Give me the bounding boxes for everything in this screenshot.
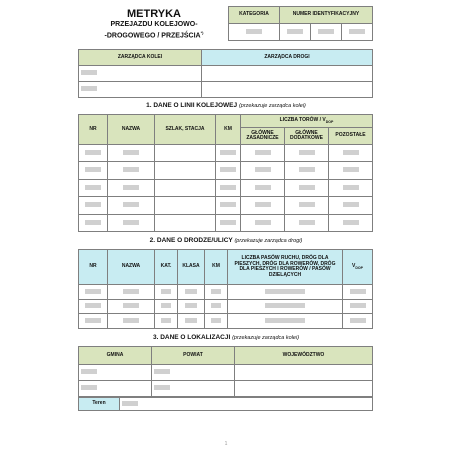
redacted-value bbox=[211, 318, 221, 323]
table-row[interactable] bbox=[79, 162, 373, 179]
page-number: 1 bbox=[224, 441, 228, 447]
redacted-value bbox=[255, 185, 271, 190]
table-row[interactable] bbox=[79, 381, 373, 397]
redacted-value bbox=[161, 303, 171, 308]
redacted-value bbox=[343, 220, 359, 225]
redacted-value bbox=[85, 318, 101, 323]
table-row[interactable] bbox=[79, 314, 373, 329]
redacted-value bbox=[123, 150, 139, 155]
redacted-value bbox=[343, 202, 359, 207]
col-main-tracks: GŁÓWNE ZASADNICZE bbox=[241, 128, 285, 145]
redacted-value bbox=[255, 220, 271, 225]
redacted-value bbox=[211, 289, 221, 294]
terrain-label: Teren bbox=[79, 398, 120, 411]
section-1-heading: 1. DANE O LINII KOLEJOWEJ bbox=[146, 102, 238, 109]
subtitle-text: -DROGOWEGO / PRZEJŚCIA bbox=[104, 32, 201, 40]
col-v bbox=[343, 250, 373, 285]
section-1-note: (przekazuje zarządca kolei) bbox=[238, 103, 306, 109]
id-number-cell-2[interactable] bbox=[311, 24, 342, 41]
redacted-value bbox=[185, 303, 197, 308]
redacted-value bbox=[123, 289, 139, 294]
redacted-value bbox=[343, 150, 359, 155]
redacted-value bbox=[246, 29, 262, 34]
col-km: KM bbox=[205, 250, 228, 285]
section-2-title bbox=[0, 237, 452, 244]
rail-admin-cell[interactable] bbox=[79, 66, 202, 82]
table-row[interactable] bbox=[79, 145, 373, 162]
redacted-value bbox=[123, 220, 139, 225]
redacted-value bbox=[154, 385, 170, 390]
col-name: NAZWA bbox=[108, 250, 155, 285]
location-table bbox=[78, 346, 373, 397]
redacted-value bbox=[299, 185, 315, 190]
section-2-note: (przekazuje zarządca drogi) bbox=[234, 238, 303, 244]
road-table bbox=[78, 249, 373, 329]
section-3-note: (przekazuje zarządca kolei) bbox=[232, 335, 300, 341]
table-row[interactable] bbox=[79, 365, 373, 381]
redacted-value bbox=[81, 385, 97, 390]
redacted-value bbox=[211, 303, 221, 308]
document-subtitle-line2 bbox=[84, 30, 224, 39]
redacted-value bbox=[85, 167, 101, 172]
redacted-value bbox=[350, 318, 366, 323]
redacted-value bbox=[123, 318, 139, 323]
redacted-value bbox=[81, 70, 97, 75]
col-name: NAZWA bbox=[108, 115, 155, 145]
redacted-value bbox=[255, 202, 271, 207]
redacted-value bbox=[265, 289, 305, 294]
redacted-value bbox=[220, 220, 236, 225]
redacted-value bbox=[185, 289, 197, 294]
table-row[interactable] bbox=[79, 214, 373, 231]
rail-admin-cell[interactable] bbox=[79, 82, 202, 98]
redacted-value bbox=[255, 167, 271, 172]
redacted-value bbox=[349, 29, 365, 34]
col-lanes: LICZBA PASÓW RUCHU, DRÓG DLA PIESZYCH, DRÓG DLA ROWERÓW, DRÓG DLA PIESZYCH I ROWERÓW / PASÓW DZIELĄCYCH bbox=[228, 250, 343, 285]
table-row[interactable] bbox=[79, 299, 373, 314]
redacted-value bbox=[255, 150, 271, 155]
document-subtitle-line1: PRZEJAZDU KOLEJOWO- bbox=[110, 21, 198, 28]
administrators-table bbox=[78, 49, 373, 98]
col-nr: NR bbox=[79, 250, 108, 285]
redacted-value bbox=[220, 167, 236, 172]
col-route: SZLAK, STACJA bbox=[155, 115, 216, 145]
col-category: KAT. bbox=[155, 250, 178, 285]
category-header: KATEGORIA bbox=[229, 7, 280, 24]
redacted-value bbox=[299, 150, 315, 155]
redacted-value bbox=[123, 167, 139, 172]
col-powiat: POWIAT bbox=[152, 347, 235, 365]
redacted-value bbox=[350, 303, 366, 308]
redacted-value bbox=[265, 318, 305, 323]
redacted-value bbox=[220, 150, 236, 155]
col-gmina: GMINA bbox=[79, 347, 152, 365]
col-nr: NR bbox=[79, 115, 108, 145]
redacted-value bbox=[299, 202, 315, 207]
category-cell[interactable] bbox=[229, 24, 280, 41]
redacted-value bbox=[299, 167, 315, 172]
table-row[interactable] bbox=[79, 179, 373, 196]
redacted-value bbox=[220, 185, 236, 190]
tracks-sub: DOP bbox=[325, 119, 334, 124]
tracks-label: LICZBA TORÓW / V bbox=[279, 116, 326, 123]
section-3-title bbox=[0, 334, 452, 341]
redacted-value bbox=[287, 29, 303, 34]
document-title: METRYKA bbox=[127, 8, 181, 20]
table-row[interactable] bbox=[79, 285, 373, 300]
v-label: V bbox=[352, 262, 356, 269]
col-tracks bbox=[241, 115, 373, 128]
redacted-value bbox=[220, 202, 236, 207]
redacted-value bbox=[85, 289, 101, 294]
redacted-value bbox=[350, 289, 366, 294]
col-km: KM bbox=[216, 115, 241, 145]
redacted-value bbox=[85, 202, 101, 207]
col-extra-tracks: GŁÓWNE DODATKOWE bbox=[285, 128, 329, 145]
redacted-value bbox=[299, 220, 315, 225]
redacted-value bbox=[154, 369, 170, 374]
col-class: KLASA bbox=[178, 250, 205, 285]
table-row[interactable] bbox=[79, 197, 373, 214]
redacted-value bbox=[123, 303, 139, 308]
redacted-value bbox=[185, 318, 197, 323]
redacted-value bbox=[122, 401, 138, 406]
redacted-value bbox=[265, 303, 305, 308]
terrain-value-cell[interactable] bbox=[120, 398, 373, 411]
road-admin-header: ZARZĄDCA DROGI bbox=[202, 50, 373, 66]
redacted-value bbox=[318, 29, 334, 34]
rail-admin-header: ZARZĄDCA KOLEI bbox=[79, 50, 202, 66]
section-2-heading: 2. DANE O DRODZE/ULICY bbox=[149, 237, 233, 244]
section-1-title bbox=[0, 102, 452, 109]
redacted-value bbox=[343, 185, 359, 190]
redacted-value bbox=[85, 303, 101, 308]
subtitle-footnote: *) bbox=[200, 30, 204, 35]
redacted-value bbox=[85, 220, 101, 225]
redacted-value bbox=[161, 318, 171, 323]
redacted-value bbox=[85, 150, 101, 155]
redacted-value bbox=[123, 185, 139, 190]
road-admin-cell[interactable] bbox=[202, 66, 373, 82]
id-number-cell-3[interactable] bbox=[342, 24, 373, 41]
redacted-value bbox=[161, 289, 171, 294]
id-number-cell-1[interactable] bbox=[280, 24, 311, 41]
redacted-value bbox=[81, 369, 97, 374]
terrain-table bbox=[78, 397, 373, 411]
section-3-heading: 3. DANE O LOKALIZACJI bbox=[152, 334, 231, 341]
redacted-value bbox=[81, 86, 97, 91]
redacted-value bbox=[343, 167, 359, 172]
id-number-header: NUMER IDENTYFIKACYJNY bbox=[280, 7, 373, 24]
col-other-tracks: POZOSTAŁE bbox=[329, 128, 373, 145]
redacted-value bbox=[85, 185, 101, 190]
rail-line-table bbox=[78, 114, 373, 232]
id-table bbox=[228, 6, 373, 41]
redacted-value bbox=[123, 202, 139, 207]
v-sub: DOP bbox=[355, 265, 363, 270]
col-voivodeship: WOJEWÓDZTWO bbox=[235, 347, 373, 365]
road-admin-cell[interactable] bbox=[202, 82, 373, 98]
